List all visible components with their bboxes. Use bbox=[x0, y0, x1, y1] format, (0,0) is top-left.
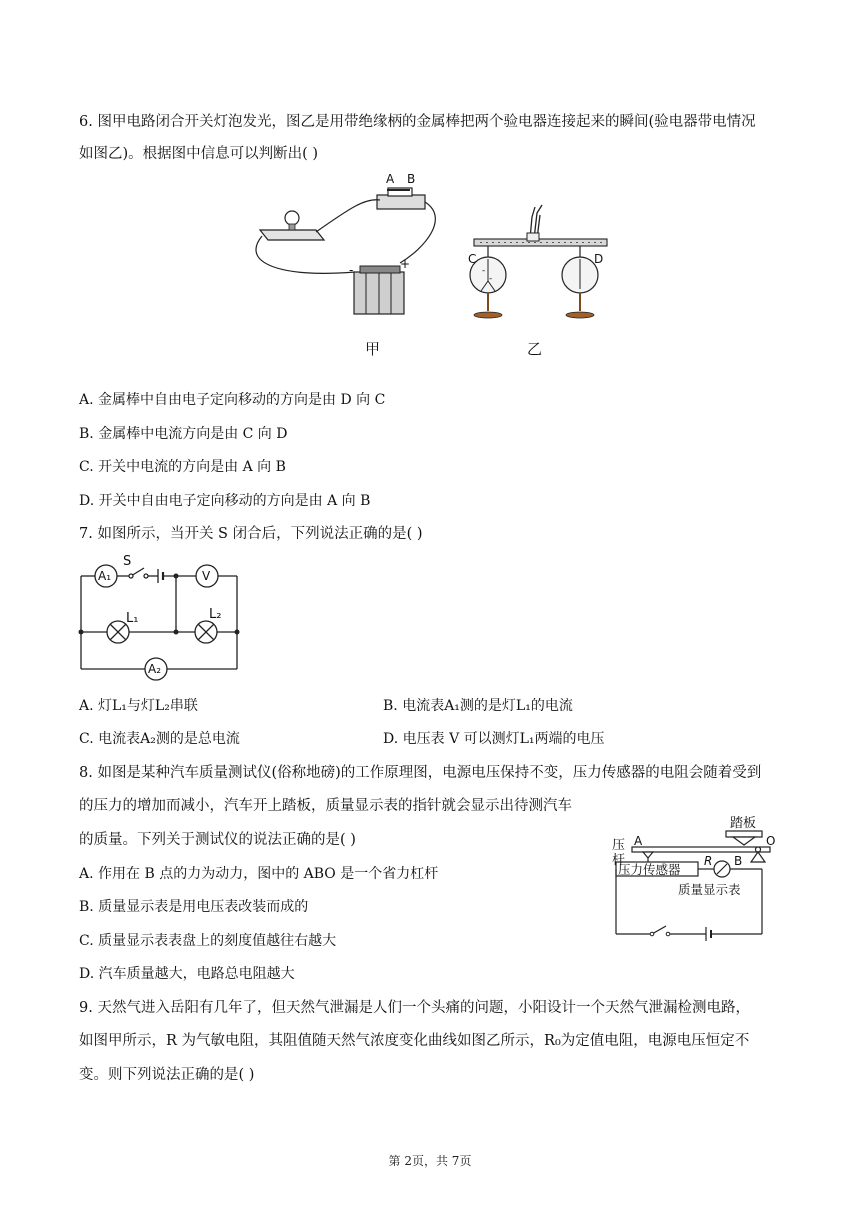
fig8-label-o: O bbox=[766, 834, 776, 848]
fig8-label-pedal: 踏板 bbox=[730, 816, 757, 831]
q8-option-b: B. 质量显示表是用电压表改装而成的 bbox=[79, 899, 309, 915]
fig7-ammeter-a2: A₂ bbox=[148, 662, 162, 676]
q8-option-d: D. 汽车质量越大，电路总电阻越大 bbox=[79, 966, 295, 982]
q6-option-c: C. 开关中电流的方向是由 A 向 B bbox=[79, 459, 286, 475]
figure-q7-circuit bbox=[76, 552, 246, 677]
q8-stem-line1: 8. 如图是某种汽车质量测试仪(俗称地磅)的工作原理图，电源电压保持不变，压力传感器的电阻会随着受到 bbox=[79, 765, 762, 781]
figure-yi-electroscopes bbox=[462, 203, 612, 323]
figure-caption-jia: 甲 bbox=[365, 340, 381, 358]
fig8-label-meter: 质量显示表 bbox=[678, 882, 741, 897]
q9-stem-line3: 变。则下列说法正确的是( ) bbox=[79, 1067, 255, 1083]
fig8-label-gan: 杆 bbox=[612, 853, 626, 868]
q6-option-d: D. 开关中自由电子定向移动的方向是由 A 向 B bbox=[79, 493, 371, 509]
q8-stem-line3: 的质量。下列关于测试仪的说法正确的是( ) bbox=[79, 832, 356, 848]
q7-option-d: D. 电压表 V 可以测灯L₁两端的电压 bbox=[383, 731, 605, 747]
q6-stem-line2: 如图乙)。根据图中信息可以判断出( ) bbox=[79, 146, 319, 162]
q8-stem-line2: 的压力的增加而减小，汽车开上踏板，质量显示表的指针就会显示出待测汽车 bbox=[79, 798, 572, 814]
fig6-label-a: A bbox=[386, 172, 395, 186]
q7-option-a: A. 灯L₁与灯L₂串联 bbox=[79, 698, 198, 714]
fig7-ammeter-a1: A₁ bbox=[98, 569, 112, 583]
fig6-label-c: C bbox=[468, 252, 477, 266]
q6-stem-line1: 6. 图甲电路闭合开关灯泡发光，图乙是用带绝缘柄的金属棒把两个验电器连接起来的瞬间(验电器带电情况 bbox=[79, 114, 756, 130]
q8-option-a: A. 作用在 B 点的力为动力，图中的 ABO 是一个省力杠杆 bbox=[79, 866, 439, 882]
fig7-lamp-l1: L₁ bbox=[126, 611, 139, 626]
q9-stem-line1: 9. 天然气进入岳阳有几年了，但天然气泄漏是人们一个头痛的问题，小阳设计一个天然气泄漏检测电路， bbox=[79, 1000, 750, 1016]
fig7-lamp-l2: L₂ bbox=[209, 607, 222, 622]
q7-option-c: C. 电流表A₂测的是总电流 bbox=[79, 731, 240, 747]
q7-option-b: B. 电流表A₁测的是灯L₁的电流 bbox=[383, 698, 573, 714]
fig6-minus-sign-1: - bbox=[482, 266, 486, 276]
q6-option-a: A. 金属棒中自由电子定向移动的方向是由 D 向 C bbox=[79, 392, 386, 408]
q6-option-b: B. 金属棒中电流方向是由 C 向 D bbox=[79, 426, 288, 442]
fig6-minus-sign-2: - bbox=[489, 274, 493, 284]
figure-caption-yi: 乙 bbox=[527, 340, 543, 358]
fig7-voltmeter-v: V bbox=[202, 569, 211, 583]
figure-jia-circuit bbox=[250, 168, 450, 323]
fig8-label-sensor: 压力传感器 bbox=[618, 862, 681, 877]
page-footer: 第 2页，共 7页 bbox=[388, 1154, 472, 1168]
fig8-label-a: A bbox=[634, 834, 643, 848]
figure-q8-scale-circuit bbox=[612, 812, 784, 942]
fig6-label-plus: + bbox=[400, 257, 411, 271]
fig8-label-ya: 压 bbox=[612, 838, 626, 853]
fig6-label-d: D bbox=[594, 252, 604, 266]
q9-stem-line2: 如图甲所示，R 为气敏电阻，其阻值随天然气浓度变化曲线如图乙所示，R₀为定值电阻，电源电压恒定不 bbox=[79, 1033, 750, 1049]
fig8-label-r: R bbox=[704, 854, 713, 868]
q8-option-c: C. 质量显示表表盘上的刻度值越往右越大 bbox=[79, 933, 337, 949]
fig6-label-b: B bbox=[407, 172, 416, 186]
fig8-label-b: B bbox=[734, 854, 743, 868]
fig7-switch-s: S bbox=[123, 554, 132, 569]
fig6-label-minus: - bbox=[349, 263, 354, 277]
q7-stem: 7. 如图所示，当开关 S 闭合后，下列说法正确的是( ) bbox=[79, 526, 423, 542]
